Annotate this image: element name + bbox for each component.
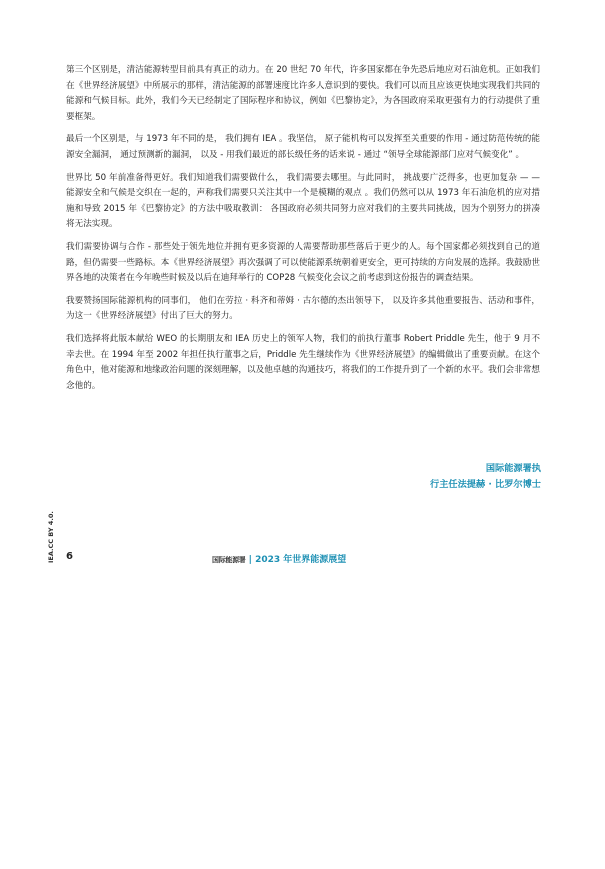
paragraph: 我们需要协调与合作 - 那些处于领先地位并拥有更多资源的人需要帮助那些落后于更少的人。每个国家都必须找到自己的道路，但仍需要一些路标。本《世界经济展望》再次强调了可以使能源系统朝着更安全，更可持续的方向发展的选择。我鼓励世界各地的决策者在今年晚些时候及以后在迪拜举行的 COP28 气候变化会议之前考虑到这份报告的调查结果。 bbox=[66, 241, 540, 284]
paragraph: 世界比 50 年前准备得更好。我们知道我们需要做什么， 我们需要去哪里。与此同时， 挑战要广泛得多，也更加复杂 — — 能源安全和气候是交织在一起的，声称我们需要只关注其中一个是模糊的观点 。我们仍然可以从 1973 年石油危机的应对措施和导致 2015 年《巴黎协定》的方法中吸取教训： 各国政府必须共同努力应对我们的主要共同挑战，因为个别努力的拼凑将无法实现。 bbox=[66, 172, 540, 230]
main-text bbox=[66, 63, 540, 401]
license-text: IEA.CC BY 4.0. bbox=[47, 511, 55, 563]
page-number: 6 bbox=[66, 551, 73, 562]
paragraph: 第三个区别是，清洁能源转型目前具有真正的动力。在 20 世纪 70 年代，许多国家都在争先恐后地应对石油危机。正如我们在《世界经济展望》中所展示的那样，清洁能源的部署速度比许多人意识到的要快。我们可以而且应该更快地实现我们共同的能源和气候目标。此外，我们今天已经制定了国际程序和协议，例如《巴黎协定》，为各国政府采取更强有力的行动提供了重要框架。 bbox=[66, 65, 540, 122]
paragraph: 最后一个区别是，与 1973 年不同的是， 我们拥有 IEA 。我坚信， 原子能机构可以发挥至关重要的作用 - 通过防范传统的能源安全漏洞， 通过预测新的漏洞， 以及 - 用我们最近的部长级任务的话来说 - 通过 “领导全球能源部门应对气候变化” 。 bbox=[66, 134, 540, 160]
paragraph: 我要赞扬国际能源机构的同事们， 他们在劳拉 · 科齐和蒂姆 · 古尔德的杰出领导下， 以及许多其他重要报告、活动和事件， 为这一《世界经济展望》付出了巨大的努力。 bbox=[66, 295, 540, 322]
signature-block bbox=[430, 461, 541, 493]
footer-title bbox=[212, 552, 346, 565]
paragraph: 我们选择将此版本献给 WEO 的长期朋友和 IEA 历史上的领军人物，我们的前执行董事 Robert Priddle 先生，他于 9 月不幸去世。在 1994 年至 2002 年担任执行董事之后，Priddle 先生继续作为《世界经济展望》的编辑做出了重要贡献。在这个角色中，他对能源和地缘政治问题的深刻理解，以及他卓越的沟通技巧，将我们的工作提升到了一个新的水平。我们会非常想念他的。 bbox=[66, 333, 540, 391]
footer-org: 国际能源署 bbox=[212, 556, 246, 564]
footer-report-title: 2023 年世界能源展望 bbox=[255, 555, 347, 565]
signature-title: 行主任法提赫 · 比罗尔博士 bbox=[430, 479, 541, 490]
signature-org: 国际能源署执 bbox=[485, 463, 541, 474]
footer-separator: | bbox=[245, 555, 256, 565]
